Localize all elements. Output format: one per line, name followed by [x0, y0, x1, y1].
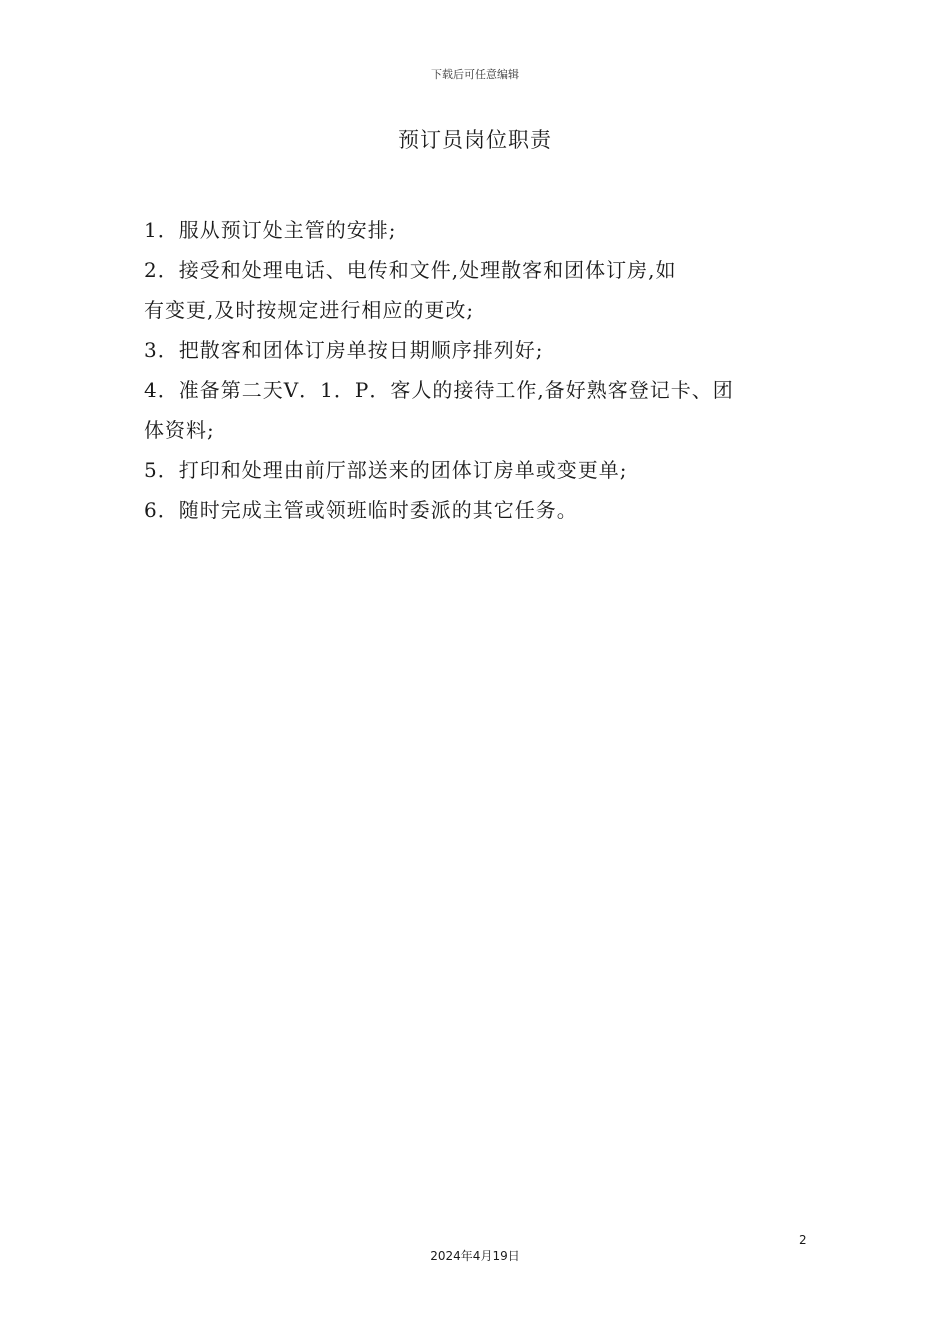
body-line: 1．服从预订处主管的安排;: [144, 218, 397, 242]
body-line: 6．随时完成主管或领班临时委派的其它任务。: [144, 498, 578, 522]
body-line: 2．接受和处理电话、电传和文件,处理散客和团体订房,如: [144, 258, 677, 282]
body-line: 3．把散客和团体订房单按日期顺序排列好;: [144, 338, 544, 362]
body-line: 有变更,及时按规定进行相应的更改;: [144, 298, 475, 322]
document-body: [144, 210, 814, 530]
body-line: 体资料;: [144, 418, 215, 442]
header-note: 下载后可任意编辑: [431, 68, 519, 81]
body-line: 5．打印和处理由前厅部送来的团体订房单或变更单;: [144, 458, 628, 482]
page-number: 2: [799, 1233, 807, 1247]
body-line: 4．准备第二天V．1．P．客人的接待工作,备好熟客登记卡、团: [144, 378, 734, 402]
footer-date: 2024年4月19日: [430, 1249, 520, 1263]
document-title: 预订员岗位职责: [398, 128, 552, 152]
